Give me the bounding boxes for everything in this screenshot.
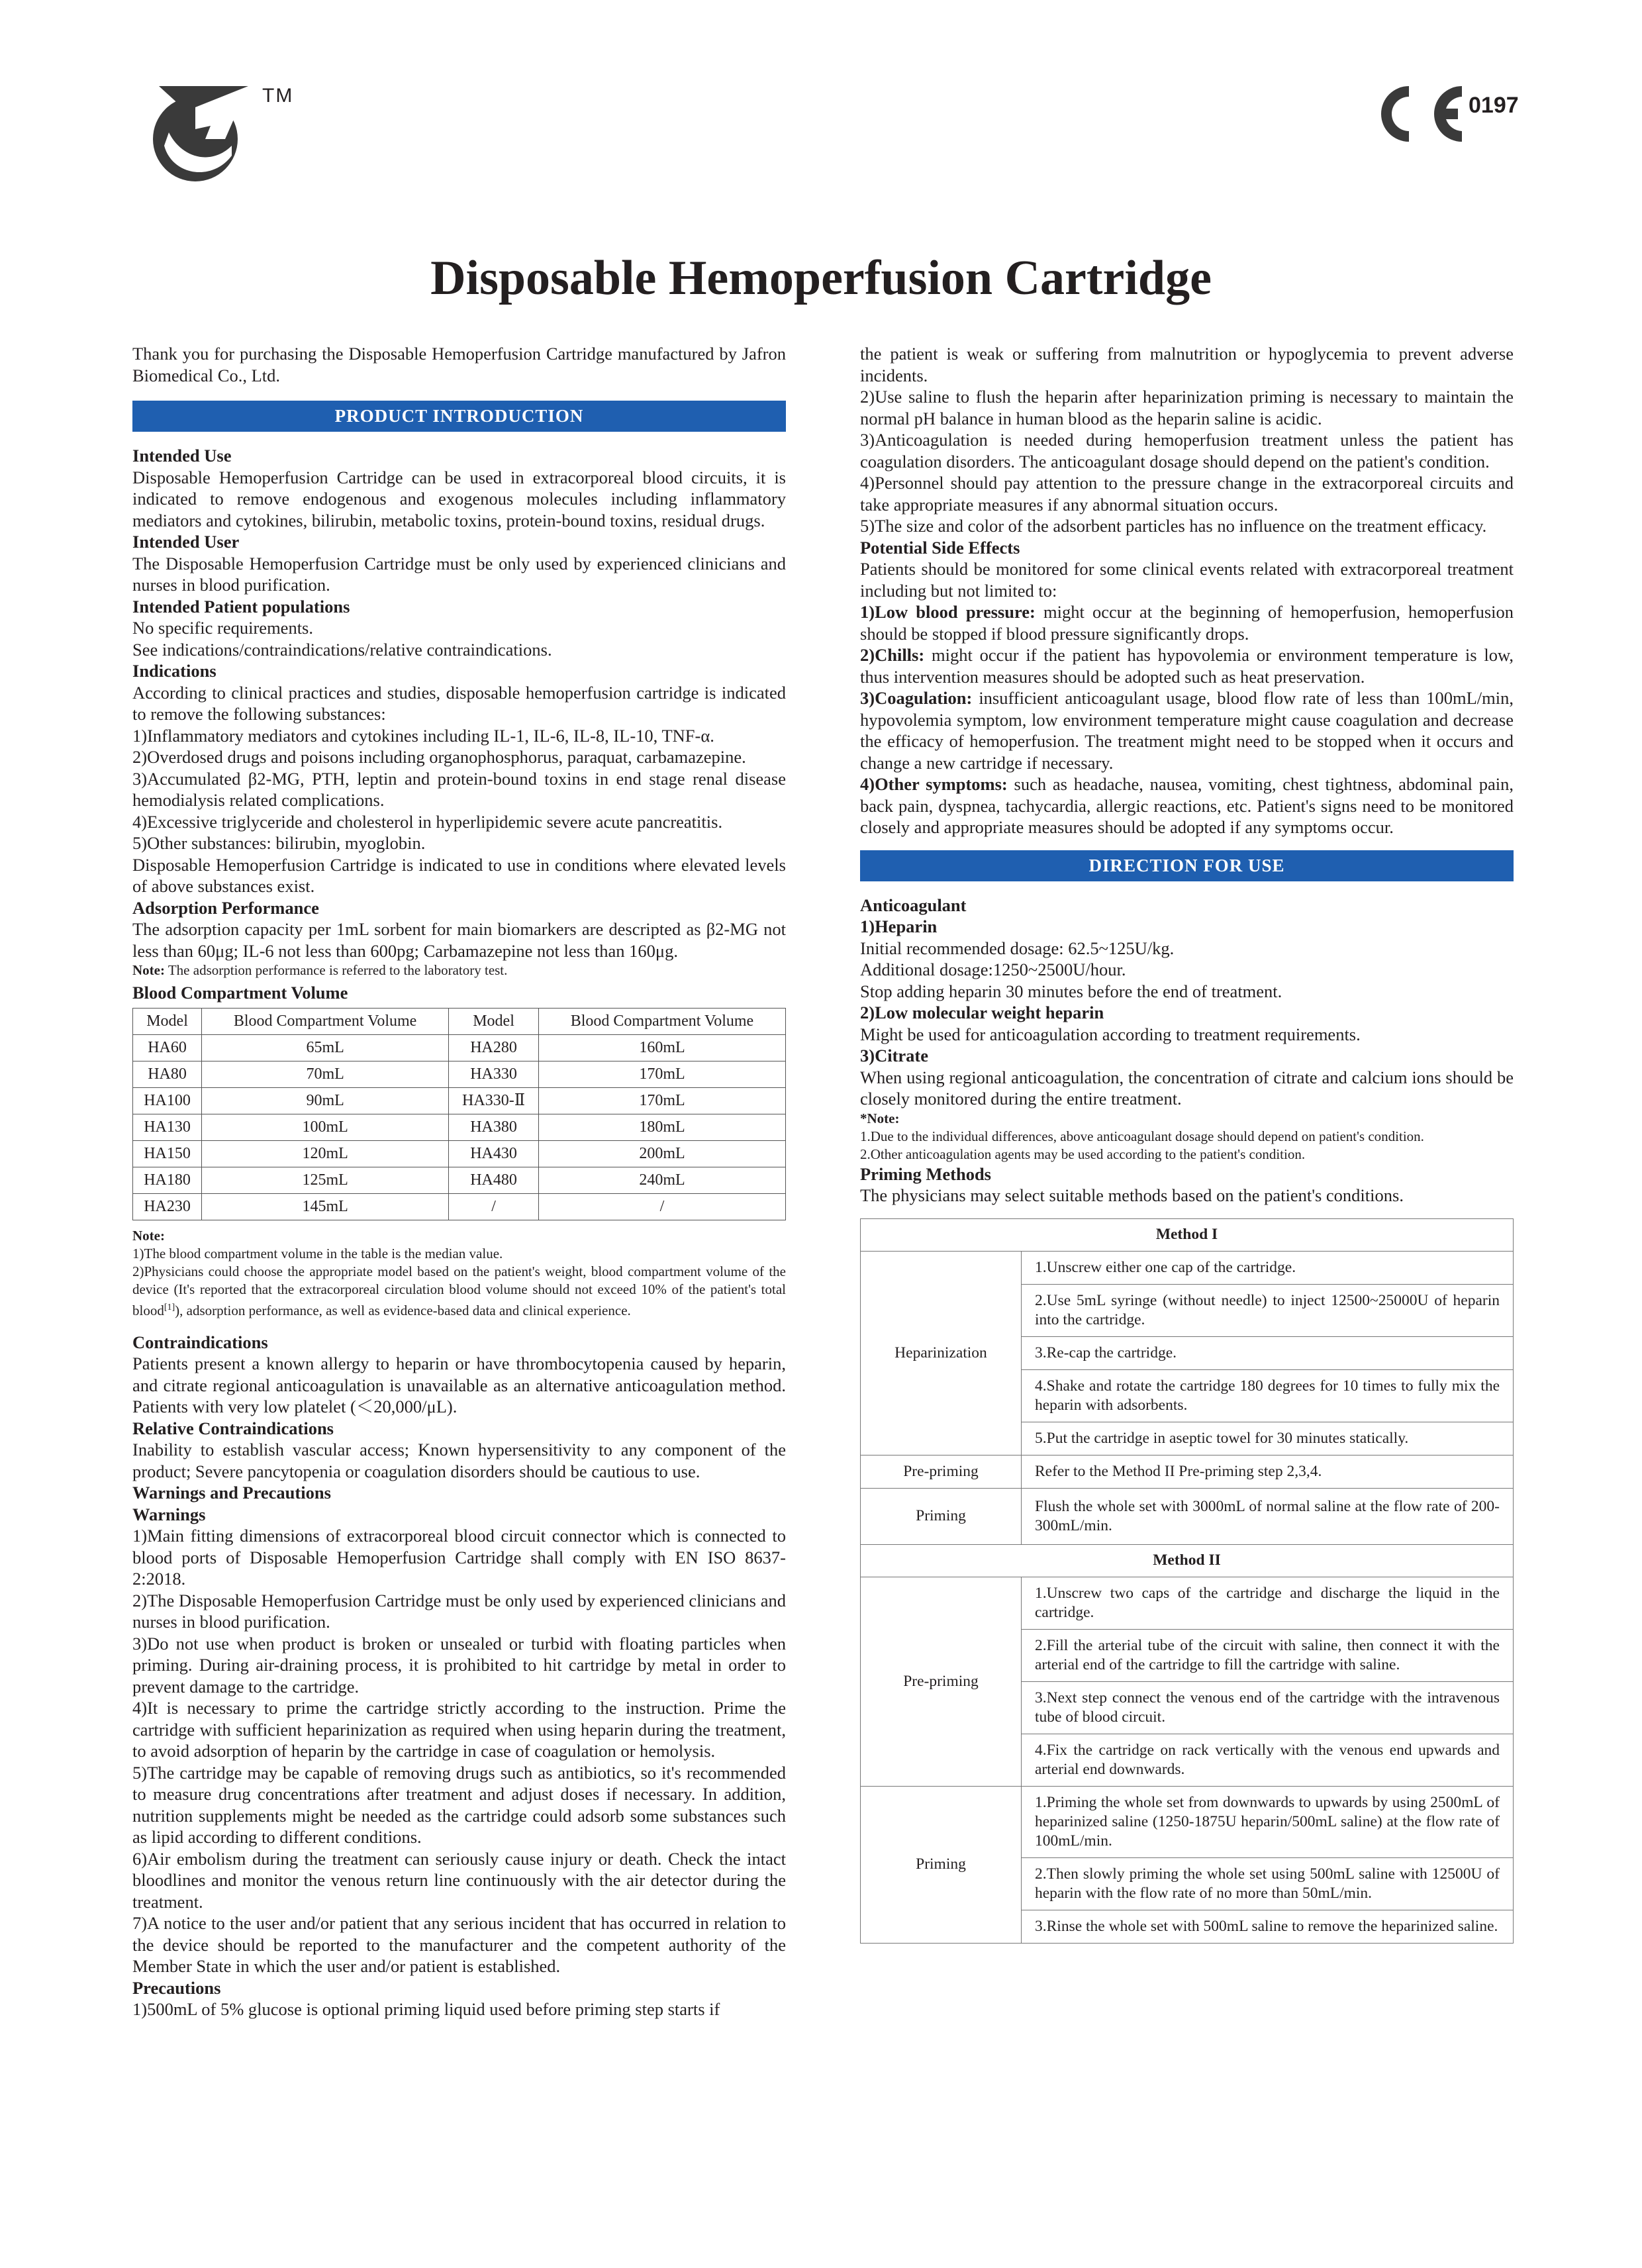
- bcv-note-text: ), adsorption performance, as well as evidence-based data and clinical experience.: [175, 1302, 631, 1318]
- table-cell: HA60: [133, 1034, 202, 1061]
- step-cell: 3.Next step connect the venous end of the cartridge with the intravenous tube of blood circuit.: [1022, 1681, 1514, 1734]
- column-header: Model: [449, 1008, 539, 1034]
- side-effects-intro: Patients should be monitored for some clinical events related with extracorporeal treatment including but not limited to:: [860, 559, 1514, 601]
- side-effect-text: might occur if the patient has hypovolemia or environment temperature is low, thus intervention measures should be adopted such as heat preservation.: [860, 645, 1514, 687]
- table-row: [133, 1061, 786, 1087]
- ce-mark-icon: [1365, 81, 1470, 147]
- table-cell: HA130: [133, 1114, 202, 1140]
- indications-heading: Indications: [132, 661, 217, 681]
- step-cell: 5.Put the cartridge in aseptic towel for 30 minutes statically.: [1022, 1422, 1514, 1455]
- table-cell: /: [449, 1193, 539, 1220]
- table-cell: 100mL: [202, 1114, 449, 1140]
- table-row: [133, 1087, 786, 1114]
- lmwh-text: Might be used for anticoagulation according to treatment requirements.: [860, 1024, 1361, 1044]
- warning-item: 6)Air embolism during the treatment can seriously cause injury or death. Check the intact bloodlines and monitor the venous return line continuously with the air detector during the treatment.: [132, 1848, 786, 1912]
- patient-populations-heading: Intended Patient populations: [132, 596, 350, 616]
- table-header-row: [133, 1008, 786, 1034]
- precautions-heading: Precautions: [132, 1977, 221, 1998]
- adsorption-note: [132, 961, 786, 979]
- warnings-heading: Warnings: [132, 1504, 206, 1524]
- table-cell: HA180: [133, 1167, 202, 1193]
- indications-conclusion: Disposable Hemoperfusion Cartridge is indicated to use in conditions where elevated levels of above substances exist.: [132, 854, 786, 896]
- priming-methods-intro: The physicians may select suitable methods based on the patient's conditions.: [860, 1185, 1404, 1205]
- warning-item: 7)A notice to the user and/or patient that any serious incident that has occurred in relation to the device should be reported to the manufacturer and the competent authority of the Member State in which the user and/or patient is established.: [132, 1913, 786, 1976]
- table-cell: 125mL: [202, 1167, 449, 1193]
- anticoagulant-heading: Anticoagulant: [860, 895, 967, 915]
- precaution-item: 4)Personnel should pay attention to the pressure change in the extracorporeal circuits and take appropriate measures if any abnormal situation occurs.: [860, 473, 1514, 515]
- method-title: Method II: [861, 1544, 1514, 1577]
- bcv-note-item: [132, 1263, 786, 1320]
- bcv-note-label: Note:: [132, 1227, 165, 1244]
- table-row: [133, 1114, 786, 1140]
- step-cell: Flush the whole set with 3000mL of normal saline at the flow rate of 200-300mL/min.: [1022, 1488, 1514, 1544]
- side-effect-item: [860, 687, 1514, 773]
- indication-item: 3)Accumulated β2-MG, PTH, leptin and protein-bound toxins in end stage renal disease hemodialysis related complications.: [132, 768, 786, 810]
- contraindications-text: Patients present a known allergy to heparin or have thrombocytopenia caused by heparin, and citrate regional anticoagulation is unavailable as an alternative anticoagulation method. Patients with very low platelet (＜20,000/μL).: [132, 1354, 786, 1416]
- table-row: [861, 1786, 1514, 1857]
- column-header: Model: [133, 1008, 202, 1034]
- table-cell: 145mL: [202, 1193, 449, 1220]
- trademark: TM: [262, 85, 294, 107]
- table-row: [861, 1488, 1514, 1544]
- indication-item: 1)Inflammatory mediators and cytokines including IL-1, IL-6, IL-8, IL-10, TNF-α.: [132, 725, 714, 746]
- stage-label: Pre-priming: [861, 1577, 1022, 1786]
- table-row: [133, 1034, 786, 1061]
- ce-notified-body-number: 0197: [1469, 93, 1519, 118]
- step-cell: 3.Rinse the whole set with 500mL saline to remove the heparinized saline.: [1022, 1910, 1514, 1943]
- stage-label: Pre-priming: [861, 1455, 1022, 1488]
- table-cell: 200mL: [538, 1140, 785, 1167]
- table-cell: 65mL: [202, 1034, 449, 1061]
- intended-use-heading: Intended Use: [132, 446, 232, 466]
- table-cell: HA280: [449, 1034, 539, 1061]
- table-cell: 170mL: [538, 1087, 785, 1114]
- step-cell: 2.Use 5mL syringe (without needle) to inject 12500~25000U of heparin into the cartridge.: [1022, 1284, 1514, 1336]
- intro-text: Thank you for purchasing the Disposable Hemoperfusion Cartridge manufactured by Jafron Biomedical Co., Ltd.: [132, 344, 786, 385]
- document-title: Disposable Hemoperfusion Cartridge: [430, 251, 1212, 305]
- citrate-text: When using regional anticoagulation, the concentration of citrate and calcium ions should be closely monitored during the entire treatment.: [860, 1067, 1514, 1109]
- intended-user-heading: Intended User: [132, 532, 240, 552]
- table-row: [861, 1218, 1514, 1251]
- warning-item: 5)The cartridge may be capable of removing drugs such as antibiotics, so it's recommended to measure drug concentrations after treatment and adjust doses if necessary. In addition, nutrition supplements might be needed as the cartridge could adsorb some substances such as lipid according to different conditions.: [132, 1762, 786, 1847]
- side-effect-item: [860, 644, 1514, 687]
- table-cell: 240mL: [538, 1167, 785, 1193]
- table-cell: HA150: [133, 1140, 202, 1167]
- relative-contraindications-heading: Relative Contraindications: [132, 1418, 334, 1438]
- note-item: 1.Due to the individual differences, above anticoagulant dosage should depend on patient's condition.: [860, 1128, 1424, 1144]
- patient-populations-line: See indications/contraindications/relative contraindications.: [132, 639, 552, 660]
- side-effect-text: insufficient anticoagulant usage, blood flow rate of less than 100mL/min, hypovolemia symptom, low environment temperature might cause coagulation and decrease the efficacy of hemoperfusion. The treatment might need to be stopped when it occurs and change a new cartridge if necessary.: [860, 688, 1514, 773]
- step-cell: 2.Then slowly priming the whole set using 500mL saline with 12500U of heparin with the flow rate of no more than 50mL/min.: [1022, 1857, 1514, 1910]
- step-cell: 3.Re-cap the cartridge.: [1022, 1336, 1514, 1369]
- table-cell: HA330-Ⅱ: [449, 1087, 539, 1114]
- heparin-line: Stop adding heparin 30 minutes before the end of treatment.: [860, 981, 1282, 1001]
- table-row: [133, 1167, 786, 1193]
- table-cell: 160mL: [538, 1034, 785, 1061]
- adsorption-text: The adsorption capacity per 1mL sorbent for main biomarkers are descripted as β2-MG not less than 60μg; IL-6 not less than 600pg; Carbamazepine not less than 160μg.: [132, 919, 786, 961]
- step-cell: 1.Unscrew either one cap of the cartridge.: [1022, 1251, 1514, 1284]
- step-cell: Refer to the Method II Pre-priming step 2,3,4.: [1022, 1455, 1514, 1488]
- table-row: [861, 1251, 1514, 1284]
- note-text: The adsorption performance is referred to the laboratory test.: [164, 962, 508, 978]
- table-row: [861, 1577, 1514, 1629]
- side-effects-heading: Potential Side Effects: [860, 537, 1020, 558]
- indications-intro: According to clinical practices and studies, disposable hemoperfusion cartridge is indicated to remove the following substances:: [132, 682, 786, 724]
- warning-item: 4)It is necessary to prime the cartridge strictly according to the instruction. Prime the cartridge with sufficient heparinization as required when using heparin during the treatment, to avoid adsorption of heparin by the cartridge in case of coagulation or hemolysis.: [132, 1698, 786, 1761]
- table-cell: HA230: [133, 1193, 202, 1220]
- stage-label: Priming: [861, 1488, 1022, 1544]
- step-cell: 4.Fix the cartridge on rack vertically with the venous end upwards and arterial end downwards.: [1022, 1734, 1514, 1786]
- indication-item: 2)Overdosed drugs and poisons including organophosphorus, paraquat, carbamazepine.: [132, 747, 746, 767]
- stage-label: Heparinization: [861, 1251, 1022, 1455]
- warning-item: 3)Do not use when product is broken or unsealed or turbid with floating particles when priming. During air-draining process, it is prohibited to hit cartridge by metal in order to prevent damage to the cartridge.: [132, 1633, 786, 1697]
- table-row: [133, 1193, 786, 1220]
- step-cell: 2.Fill the arterial tube of the circuit with saline, then connect it with the arterial end of the cartridge to fill the cartridge with saline.: [1022, 1629, 1514, 1681]
- citrate-heading: 3)Citrate: [860, 1046, 928, 1065]
- right-column: [860, 343, 1514, 1944]
- lmwh-heading: 2)Low molecular weight heparin: [860, 1003, 1104, 1022]
- left-column: [132, 343, 786, 2020]
- note-item: 2.Other anticoagulation agents may be used according to the patient's condition.: [860, 1146, 1306, 1162]
- table-cell: 70mL: [202, 1061, 449, 1087]
- precaution-item: 3)Anticoagulation is needed during hemoperfusion treatment unless the patient has coagulation disorders. The anticoagulant dosage should depend on the patient's condition.: [860, 430, 1514, 471]
- column-header: Blood Compartment Volume: [538, 1008, 785, 1034]
- step-cell: 4.Shake and rotate the cartridge 180 degrees for 10 times to fully mix the heparin with adsorbents.: [1022, 1369, 1514, 1422]
- table-cell: 90mL: [202, 1087, 449, 1114]
- side-effect-item: [860, 601, 1514, 644]
- note-heading: *Note:: [860, 1110, 900, 1126]
- table-cell: HA430: [449, 1140, 539, 1167]
- table-row: [133, 1140, 786, 1167]
- side-effect-item: [860, 773, 1514, 838]
- bcv-note-text: 2)Physicians could choose the appropriate model based on the patient's weight, blood compartment volume of the device (It's reported that the extracorporeal circulation blood volume should not exceed 10% of the patient's total blood: [132, 1263, 786, 1318]
- intended-use-text: Disposable Hemoperfusion Cartridge can be used in extracorporeal blood circuits, it is indicated to remove endogenous and exogenous molecules including inflammatory mediators and cytokines, bilirubin, metabolic toxins, protein-bound toxins, residual drugs.: [132, 467, 786, 530]
- intended-user-text: The Disposable Hemoperfusion Cartridge must be only used by experienced clinicians and nurses in blood purification.: [132, 553, 786, 595]
- priming-methods-table: [860, 1218, 1514, 1944]
- table-cell: HA380: [449, 1114, 539, 1140]
- table-cell: 180mL: [538, 1114, 785, 1140]
- step-cell: 1.Priming the whole set from downwards to upwards by using 2500mL of heparinized saline (1250-1875U heparin/500mL saline) at the flow rate of 100mL/min.: [1022, 1786, 1514, 1857]
- citation-marker: [1]: [164, 1302, 175, 1312]
- indication-item: 5)Other substances: bilirubin, myoglobin.: [132, 833, 426, 853]
- product-introduction-banner: PRODUCT INTRODUCTION: [132, 401, 786, 432]
- warning-item: 1)Main fitting dimensions of extracorporeal blood circuit connector which is connected to blood ports of Disposable Hemoperfusion Cartridge shall comply with EN ISO 8637-2:2018.: [132, 1526, 786, 1589]
- warning-item: 2)The Disposable Hemoperfusion Cartridge must be only used by experienced clinicians and nurses in blood purification.: [132, 1590, 786, 1632]
- table-cell: /: [538, 1193, 785, 1220]
- relative-contraindications-text: Inability to establish vascular access; Known hypersensitivity to any component of the product; Severe pancytopenia or coagulation disorders should be cautious to use.: [132, 1440, 786, 1481]
- side-effect-label: 2)Chills:: [860, 645, 925, 665]
- precaution-item: 1)500mL of 5% glucose is optional priming liquid used before priming step starts if: [132, 1999, 720, 2019]
- bcv-note-item: 1)The blood compartment volume in the table is the median value.: [132, 1245, 503, 1261]
- adsorption-heading: Adsorption Performance: [132, 897, 319, 918]
- priming-methods-heading: Priming Methods: [860, 1163, 991, 1184]
- table-cell: 120mL: [202, 1140, 449, 1167]
- stage-label: Priming: [861, 1786, 1022, 1943]
- blood-compartment-volume-table: [132, 1008, 786, 1220]
- side-effect-label: 3)Coagulation:: [860, 688, 973, 708]
- bcv-heading: Blood Compartment Volume: [132, 983, 348, 1003]
- method-title: Method I: [861, 1218, 1514, 1251]
- side-effect-text: might occur at the beginning of hemoperfusion, hemoperfusion should be stopped if blood pressure significantly drops.: [860, 602, 1514, 644]
- patient-populations-line: No specific requirements.: [132, 618, 313, 638]
- table-cell: 170mL: [538, 1061, 785, 1087]
- table-cell: HA480: [449, 1167, 539, 1193]
- heparin-line: Additional dosage:1250~2500U/hour.: [860, 960, 1126, 979]
- side-effect-text: such as headache, nausea, vomiting, chest tightness, abdominal pain, back pain, dyspnea, tachycardia, allergic reactions, etc. Patient's signs need to be monitored closely and appropriate measures should be adopted if any symptoms occur.: [860, 774, 1514, 837]
- table-row: [861, 1544, 1514, 1577]
- heparin-heading: 1)Heparin: [860, 916, 938, 936]
- column-header: Blood Compartment Volume: [202, 1008, 449, 1034]
- precaution-item-continued: the patient is weak or suffering from malnutrition or hypoglycemia to prevent adverse incidents.: [860, 344, 1514, 385]
- direction-for-use-banner: DIRECTION FOR USE: [860, 850, 1514, 881]
- table-cell: HA330: [449, 1061, 539, 1087]
- table-row: [861, 1455, 1514, 1488]
- heparin-line: Initial recommended dosage: 62.5~125U/kg.: [860, 938, 1175, 958]
- precaution-item: 5)The size and color of the adsorbent particles has no influence on the treatment efficacy.: [860, 516, 1487, 536]
- indication-item: 4)Excessive triglyceride and cholesterol in hyperlipidemic severe acute pancreatitis.: [132, 811, 723, 832]
- table-cell: HA100: [133, 1087, 202, 1114]
- precaution-item: 2)Use saline to flush the heparin after heparinization priming is necessary to maintain the normal pH balance in human blood as the heparin saline is acidic.: [860, 387, 1514, 428]
- warnings-precautions-heading: Warnings and Precautions: [132, 1483, 331, 1503]
- table-cell: HA80: [133, 1061, 202, 1087]
- note-label: Note:: [132, 962, 165, 978]
- side-effect-label: 4)Other symptoms:: [860, 774, 1008, 794]
- contraindications-heading: Contraindications: [132, 1332, 268, 1352]
- side-effect-label: 1)Low blood pressure:: [860, 602, 1036, 622]
- step-cell: 1.Unscrew two caps of the cartridge and discharge the liquid in the cartridge.: [1022, 1577, 1514, 1629]
